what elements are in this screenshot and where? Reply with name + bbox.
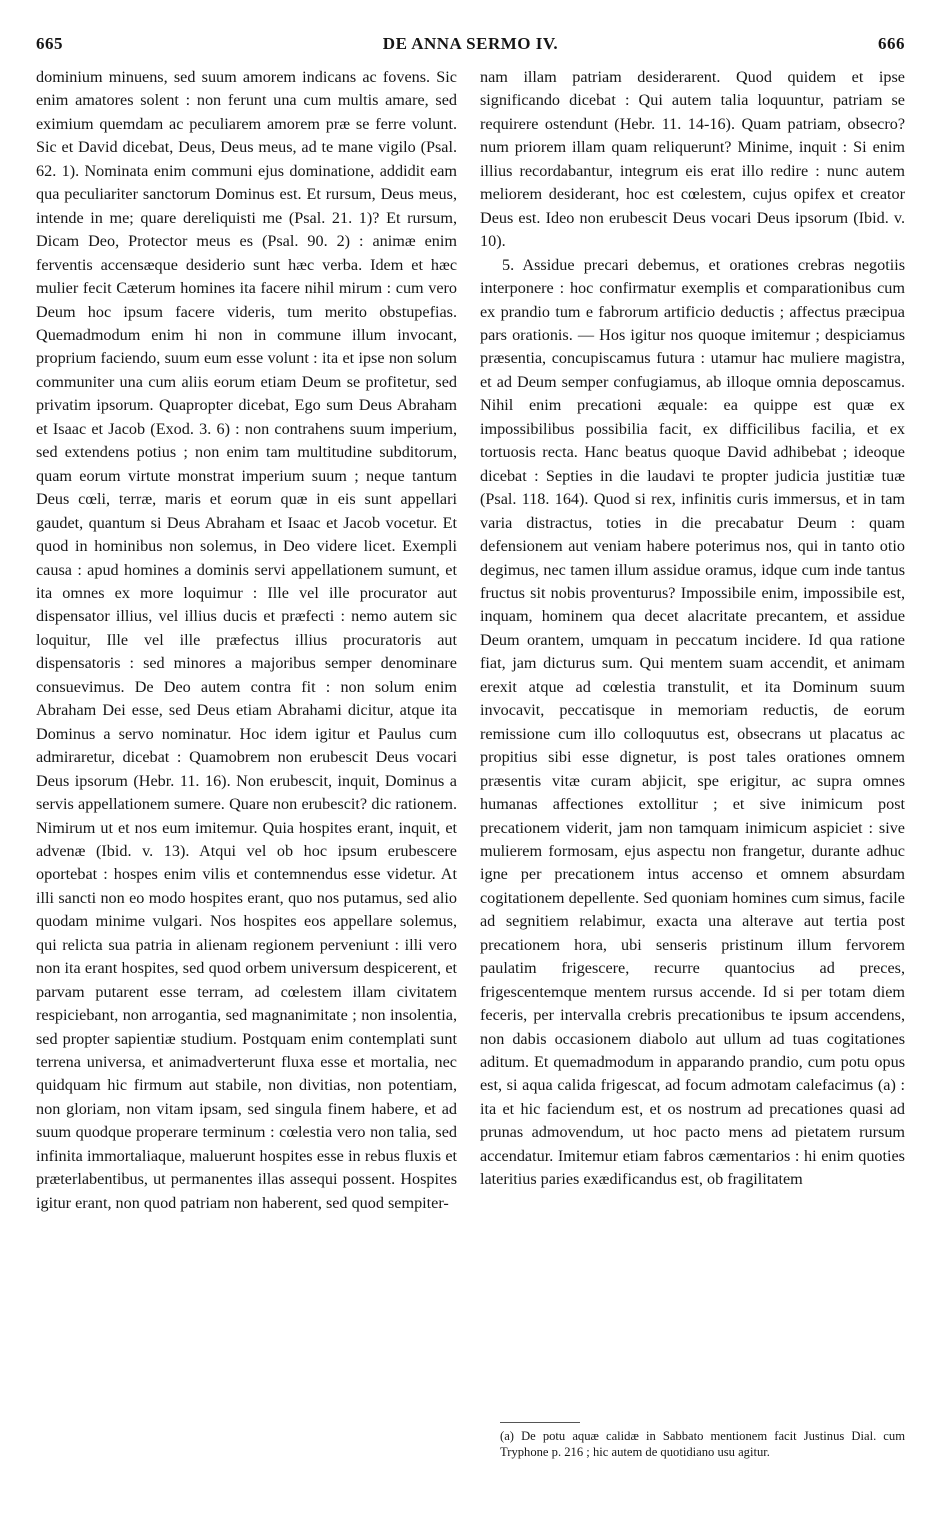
paragraph: 5. Assidue precari debemus, et orationes crebras negotiis interponere : hoc confirmatur exemplis et comparationibus cum ex prandio tum e fabrorum artificio deductis ; affectus præcipua pars orationis. — Hos igitur nos quoque imitemur ; despiciamus præsentia, concupiscamus futura : utamur hac muliere magistra, et ad Deum semper confugiamus, ab illoque omnia deposcamus. Nihil enim precationi æquale: ea quippe est quæ ex impossibilibus possibilia facit, ex difficilibus facilia, et ex tortuosis recta. Hanc beatus quoque David adhibebat ; ideoque dicebat : Septies in die laudavi te propter judicia justitiæ tuæ (Psal. 118. 164). Quod si rex, infinitis curis immersus, et in tam varia distractus, toties in die precabatur Deum : quam defensionem aut veniam habere poterimus nos, qui in tanto otio degimus, nec tamen illum assidue oramus, idque cum inde tantus fructus sit nobis proventurus? Impossibile enim, impossibile est, inquam, hominem qua decet alacritate precantem, et assidue Deum orantem, umquam in peccatum incidere. Id qua ratione fiat, jam dicturus sum. Qui mentem suam accendit, et animam erexit atque ad cœlestia transtulit, et ita Dominum suum invocavit, peccatisque in memoriam reductis, de eorum remissione cum illo colloquutus est, obsecrans ut placatus ac propitius sibi esse dignetur, is post tales orationes omnem præsentis vitæ curam abjicit, spe erigitur, ac supra omnes humanas affectiones extollitur ; et sive inimicum post precationem viderit, jam non tamquam inimicum aspiciet : sive mulierem formosam, ejus aspectu non frangetur, durante adhuc igne per precationem intus accenso et omnem absurdam cogitationem depellente. Sed quoniam homines cum simus, facile ad segnitiem relabimur, exacta una alterave aut tertia post precationem hora, ubi senseris pristinum illum fervorem paulatim frigescere, recurre quantocius ad preces, frigescentemque mentem rursus accende. Id si per totam diem feceris, per intervalla crebris precationibus te ipsum accendens, non dabis occasionem diabolo aut ullum ad tuas cogitationes aditum. Et quemadmodum in apparando prandio, cum potu opus est, si aqua calida frigescat, ad focum admotam calefacimus (a) : ita et hic faciendum est, et os nostrum ad precationes quasi ad prunas admovendum, ut hoc pacto mens ad pietatem rursum accendatur. Imitemur etiam fabros cæmentarios : hi enim quoties lateritius paries exædificandus est, ob fragilitatem (480, 255, 905, 1189)
footnote-rule (500, 1422, 580, 1423)
footnote: (a) De potu aquæ calidæ in Sabbato mentionem facit Justinus Dial. cum Tryphone p. 216 ; hic autem de quotidiano usu agitur. (500, 1429, 905, 1459)
paragraph: dominium minuens, sed suum amorem indicans ac fovens. Sic enim amatores solent : non ferunt una cum multis amare, sed eximium quemdam ac peculiarem amorem præ se ferre volunt. Sic et David dicebat, Deus, Deus meus, ad te mane vigilo (Psal. 62. 1). Nominata enim communi ejus dominatione, addidit eam qua peculiariter sanctorum Dominus est. Et rursum, Deus meus, intende in me; quare dereliquisti me (Psal. 21. 1)? Et rursum, Dicam Deo, Protector meus es (Psal. 90. 2) : animæ enim ferventis accensæque desiderio sunt hæc verba. Idem et hæc mulier fecit Cæterum homines ita facere nihil mirum : cum vero Deum hoc ipsum facere videris, tum merito obstupefias. Quemadmodum enim hi non in commune illum invocant, proprium faciendo, suum eum esse volunt : ita et ipse non solum communiter una cum aliis eorum etiam Deum se profitetur, sed privatim ipsorum. Quapropter dicebat, Ego sum Deus Abraham et Isaac et Jacob (Exod. 3. 6) : non contrahens suum imperium, sed extendens potius ; non enim tam multitudine subditorum, quam eorum virtute monstrat imperium suum ; neque tantum Deus cœli, terræ, maris et eorum quæ in eis sunt appellari gaudet, quantum si Deus Abraham et Isaac et Jacob vocetur. Et quod in hominibus non solemus, in Deo videre licet. Exempli causa : apud homines a dominis servi appellationem sumunt, et ita omnes ex more loquimur : Ille vel ille procurator aut dispensator illius, vel illius ducis et præfecti : nemo autem sic loquitur, Ille vel ille præfectus illius procuratoris aut dispensatoris : sed minores a majoribus semper denominare consuevimus. De Deo autem contra fit : non solum enim Abraham Dei esse, sed Deus etiam Abrahami dicitur, atque ita Dominus a servo nominatur. Hoc idem igitur et Paulus cum admiraretur, dicebat : Quamobrem non erubescit Deus vocari Deus ipsorum (Hebr. 11. 16). Non erubescit, inquit, Dominus a servis appellationem sumere. Quare non erubescit? dic rationem. Nimirum ut et nos eum imitemur. Quia hospites erant, inquit, et advenæ (Ibid. v. 13). Atqui vel ob hoc ipsum erubescere oportebat : hospes enim vilis et contemnendus esse videtur. At illi sancti non eo modo hospites erant, quo nos putamus, sed alio quodam minime vulgari. Nos hospites eos appellare solemus, qui relicta sua patria in alienam regionem perveniunt : illi vero non ita erant hospites, sed quod orbem universum despicerent, et parvam putarent esse terram, ad cœlestem illam civitatem respiciebant, non arrogantia, sed magnanimitate ; non insolentia, sed propter sapientiæ studium. Postquam enim contemplati sunt terrena universa, et animadverterunt fluxa esse et mortalia, nec quidquam hic firmum aut stabile, non divitias, non potentiam, non gloriam, non vitam ipsam, sed singula finem habere, et ad suum quodque properare terminum : cœlestia vero non talia, sed infinita immortaliaque, maluerunt hospites esse in rebus fluxis et præterlabentibus, ut permanentes illas assequi possent. Hospites igitur erant, non quod patriam non haberent, sed quod sempiter- (36, 68, 457, 1212)
running-title: DE ANNA SERMO IV. (382, 34, 559, 53)
text-column-right (480, 66, 905, 1192)
page-number-left: 665 (36, 34, 63, 53)
running-header (36, 34, 905, 62)
page-number-right: 666 (878, 34, 905, 53)
paragraph: nam illam patriam desiderarent. Quod quidem et ipse significando dicebat : Qui autem talia loquuntur, patriam se requirere ostendunt (Hebr. 11. 14-16). Quam patriam, obsecro? num priorem illam quam reliquerunt? Minime, inquit : Si enim illius recordabantur, integrum eis erat illo redire : nunc autem meliorem desiderant, hoc est cœlestem, cujus opifex et creator Deus est. Ideo non erubescit Deus vocari Deus ipsorum (Ibid. v. 10). (480, 68, 905, 251)
text-column-left (36, 66, 457, 1215)
